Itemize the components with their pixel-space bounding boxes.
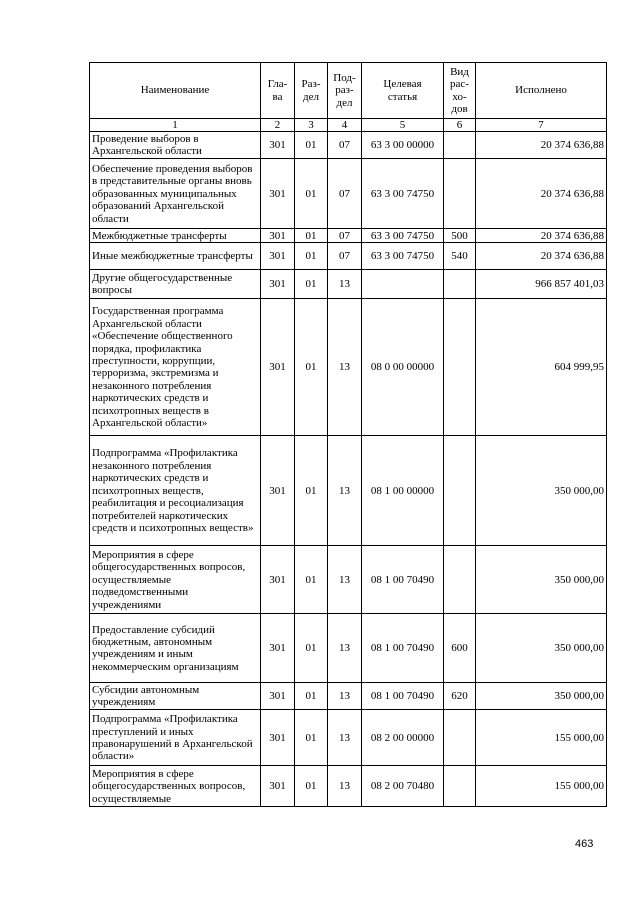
- row-razdel: 01: [295, 436, 328, 546]
- row-vid: 500: [444, 229, 476, 243]
- column-number: 4: [328, 119, 362, 132]
- row-glava: 301: [261, 546, 295, 614]
- table-row: [90, 270, 607, 299]
- row-razdel: 01: [295, 299, 328, 436]
- row-podrazdel: 13: [328, 710, 362, 766]
- header-glava: Гла- ва: [261, 63, 295, 119]
- row-vid: [444, 766, 476, 807]
- row-target: 08 0 00 00000: [362, 299, 444, 436]
- row-razdel: 01: [295, 229, 328, 243]
- row-target: 63 3 00 74750: [362, 243, 444, 270]
- row-target: 63 3 00 74750: [362, 229, 444, 243]
- row-glava: 301: [261, 614, 295, 683]
- row-glava: 301: [261, 299, 295, 436]
- table-row: [90, 766, 607, 807]
- table-row: [90, 229, 607, 243]
- header-razdel: Раз- дел: [295, 63, 328, 119]
- row-executed: 350 000,00: [476, 683, 607, 710]
- row-executed: 966 857 401,03: [476, 270, 607, 299]
- row-razdel: 01: [295, 614, 328, 683]
- row-executed: 604 999,95: [476, 299, 607, 436]
- row-podrazdel: 13: [328, 614, 362, 683]
- table-row: [90, 299, 607, 436]
- row-vid: [444, 132, 476, 159]
- row-target: [362, 270, 444, 299]
- table-row: [90, 132, 607, 159]
- row-executed: 155 000,00: [476, 766, 607, 807]
- row-name: Мероприятия в сфере общегосударственных вопросов, осуществляемые: [90, 766, 261, 807]
- column-number: 3: [295, 119, 328, 132]
- table-row: [90, 614, 607, 683]
- column-number: 7: [476, 119, 607, 132]
- row-vid: 620: [444, 683, 476, 710]
- row-podrazdel: 07: [328, 243, 362, 270]
- header-podrazdel: Под- раз- дел: [328, 63, 362, 119]
- row-razdel: 01: [295, 243, 328, 270]
- row-vid: [444, 270, 476, 299]
- row-glava: 301: [261, 229, 295, 243]
- row-executed: 350 000,00: [476, 546, 607, 614]
- page-number: 463: [575, 838, 594, 850]
- row-podrazdel: 13: [328, 683, 362, 710]
- row-glava: 301: [261, 766, 295, 807]
- row-name: Предоставление субсидий бюджетным, автономным учреждениям и иным некоммерческим организациям: [90, 614, 261, 683]
- column-number-row: [90, 119, 607, 132]
- row-glava: 301: [261, 436, 295, 546]
- row-podrazdel: 07: [328, 229, 362, 243]
- row-name: Иные межбюджетные трансферты: [90, 243, 261, 270]
- table-row: [90, 243, 607, 270]
- row-executed: 350 000,00: [476, 614, 607, 683]
- row-target: 08 1 00 70490: [362, 683, 444, 710]
- row-vid: [444, 546, 476, 614]
- row-name: Межбюджетные трансферты: [90, 229, 261, 243]
- row-target: 08 2 00 70480: [362, 766, 444, 807]
- header-vid: Вид рас- хо- дов: [444, 63, 476, 119]
- row-razdel: 01: [295, 132, 328, 159]
- row-target: 08 2 00 00000: [362, 710, 444, 766]
- table-row: [90, 546, 607, 614]
- row-glava: 301: [261, 243, 295, 270]
- row-razdel: 01: [295, 159, 328, 229]
- row-name: Субсидии автономным учреждениям: [90, 683, 261, 710]
- row-executed: 20 374 636,88: [476, 132, 607, 159]
- table-row: [90, 710, 607, 766]
- row-glava: 301: [261, 132, 295, 159]
- row-name: Подпрограмма «Профилактика незаконного потребления наркотических средств и психотропных веществ, реабилитация и ресоциализация потребителей наркотических средств и психотропных веществ»: [90, 436, 261, 546]
- budget-table: [89, 62, 607, 807]
- row-razdel: 01: [295, 270, 328, 299]
- row-razdel: 01: [295, 766, 328, 807]
- column-number: 1: [90, 119, 261, 132]
- row-executed: 155 000,00: [476, 710, 607, 766]
- row-razdel: 01: [295, 546, 328, 614]
- row-target: 63 3 00 74750: [362, 159, 444, 229]
- table-row: [90, 436, 607, 546]
- row-podrazdel: 13: [328, 299, 362, 436]
- row-podrazdel: 13: [328, 270, 362, 299]
- row-vid: [444, 299, 476, 436]
- row-glava: 301: [261, 159, 295, 229]
- header-executed: Исполнено: [476, 63, 607, 119]
- row-razdel: 01: [295, 710, 328, 766]
- row-podrazdel: 13: [328, 546, 362, 614]
- header-name: Наименование: [90, 63, 261, 119]
- row-name: Мероприятия в сфере общегосударственных вопросов, осуществляемые подведомственными учреждениями: [90, 546, 261, 614]
- row-vid: 600: [444, 614, 476, 683]
- row-name: Государственная программа Архангельской области «Обеспечение общественного порядка, профилактика преступности, коррупции, терроризма, экстремизма и незаконного потребления наркотических средств и психотропных веществ в Архангельской области»: [90, 299, 261, 436]
- row-podrazdel: 07: [328, 132, 362, 159]
- column-number: 2: [261, 119, 295, 132]
- table-row: [90, 683, 607, 710]
- row-vid: [444, 159, 476, 229]
- table-row: [90, 159, 607, 229]
- row-razdel: 01: [295, 683, 328, 710]
- row-vid: [444, 436, 476, 546]
- row-podrazdel: 13: [328, 766, 362, 807]
- row-executed: 20 374 636,88: [476, 159, 607, 229]
- row-podrazdel: 13: [328, 436, 362, 546]
- row-podrazdel: 07: [328, 159, 362, 229]
- row-executed: 350 000,00: [476, 436, 607, 546]
- row-glava: 301: [261, 710, 295, 766]
- table-header-row: [90, 63, 607, 119]
- row-vid: 540: [444, 243, 476, 270]
- row-name: Подпрограмма «Профилактика преступлений и иных правонарушений в Архангельской области»: [90, 710, 261, 766]
- row-vid: [444, 710, 476, 766]
- row-target: 63 3 00 00000: [362, 132, 444, 159]
- header-target: Целевая статья: [362, 63, 444, 119]
- row-name: Другие общегосударственные вопросы: [90, 270, 261, 299]
- row-target: 08 1 00 70490: [362, 546, 444, 614]
- row-name: Обеспечение проведения выборов в представительные органы вновь образованных муниципальных образований Архангельской области: [90, 159, 261, 229]
- column-number: 6: [444, 119, 476, 132]
- column-number: 5: [362, 119, 444, 132]
- row-glava: 301: [261, 683, 295, 710]
- row-target: 08 1 00 70490: [362, 614, 444, 683]
- row-name: Проведение выборов в Архангельской области: [90, 132, 261, 159]
- row-executed: 20 374 636,88: [476, 243, 607, 270]
- row-target: 08 1 00 00000: [362, 436, 444, 546]
- row-glava: 301: [261, 270, 295, 299]
- row-executed: 20 374 636,88: [476, 229, 607, 243]
